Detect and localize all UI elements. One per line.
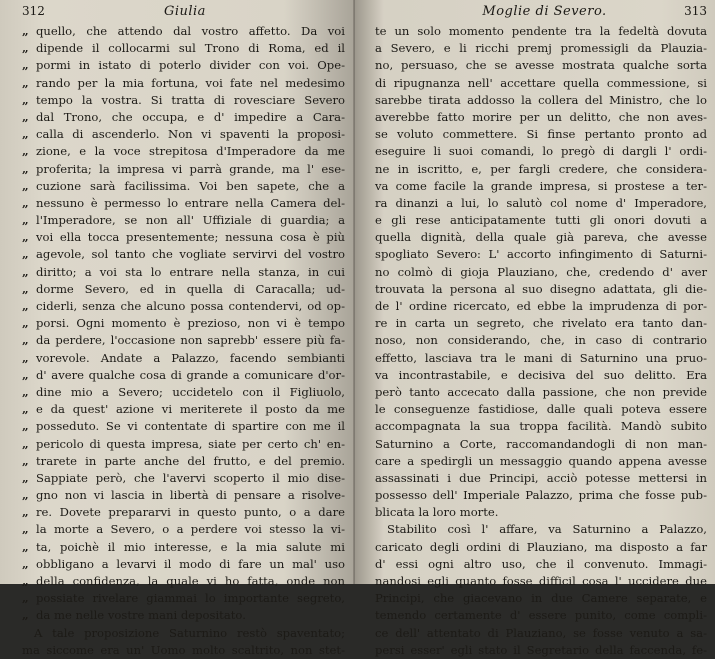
text-line bbox=[375, 246, 707, 263]
text-line bbox=[375, 332, 707, 349]
quote-mark: „ bbox=[22, 58, 28, 73]
line-text: ce dell' attentato di Plauziano, se fosse venuto a sa- bbox=[375, 625, 707, 640]
line-text: rando per la mia fortuna, voi fate nel medesimo bbox=[36, 75, 345, 90]
line-text: quella dignità, della quale già pareva, che avesse bbox=[375, 230, 707, 245]
line-text: della confidenza, la quale vi ho fatta, onde non bbox=[36, 574, 345, 588]
text-line bbox=[22, 453, 345, 470]
quote-mark: „ bbox=[22, 144, 28, 159]
line-text: porsi. Ogni momento è prezioso, non vi è tempo bbox=[36, 316, 345, 331]
line-text: persi esser' egli stato il Segretario della faccenda, fe- bbox=[375, 642, 707, 657]
text-line bbox=[22, 539, 345, 556]
line-text: possiate rivelare giammai lo importante segreto, bbox=[36, 591, 345, 606]
line-text: da perdere, l'occasione non saprebb' essere più fa- bbox=[36, 333, 345, 348]
left-page-header bbox=[22, 4, 345, 22]
line-text: però tanto accecato dalla passione, che non previde bbox=[375, 384, 707, 399]
quote-mark: „ bbox=[22, 402, 28, 417]
line-text: posseduto. Se vi contentate di spartire con me il bbox=[36, 419, 345, 434]
text-line bbox=[375, 315, 707, 332]
line-text: e gli rese anticipatamente tutti gli onori dovuti a bbox=[375, 213, 707, 228]
line-text: nandosi egli quanto fosse difficil cosa l' uccidere due bbox=[375, 574, 707, 588]
text-line bbox=[22, 161, 345, 178]
text-line bbox=[375, 418, 707, 435]
line-text: noso, non considerando, che, in caso di contrario bbox=[375, 333, 707, 348]
line-text: e da quest' azione vi meriterete il posto da me bbox=[36, 402, 345, 417]
text-line bbox=[375, 384, 707, 401]
text-line bbox=[375, 229, 707, 246]
line-text: d' avere qualche cosa di grande a comunicare d'or- bbox=[36, 367, 345, 382]
line-text: nessuno è permesso lo entrare nella Camera del- bbox=[36, 195, 345, 210]
text-line bbox=[375, 178, 707, 195]
text-line bbox=[375, 195, 707, 212]
line-text: agevole, sol tanto che vogliate servirvi del vostro bbox=[36, 247, 345, 262]
text-line bbox=[375, 298, 707, 315]
quote-mark: „ bbox=[22, 109, 28, 124]
text-line bbox=[22, 92, 345, 109]
text-line bbox=[22, 418, 345, 435]
line-text: temendo certamente d' essere punito, come compli- bbox=[375, 608, 707, 623]
line-text: diritto; a voi sta lo entrare nella stanza, in cui bbox=[36, 264, 345, 279]
line-text: trarete in parte anche del frutto, e del premio. bbox=[36, 453, 345, 468]
quote-mark: „ bbox=[22, 488, 28, 503]
line-text: no, persuaso, che se avesse mostrata qualche sorta bbox=[375, 58, 707, 73]
text-line bbox=[375, 453, 707, 470]
text-line bbox=[22, 521, 345, 538]
text-line bbox=[375, 161, 707, 178]
line-text: sarebbe tirata addosso la collera del Ministro, che lo bbox=[375, 92, 707, 107]
text-line bbox=[22, 195, 345, 212]
quote-mark: „ bbox=[22, 591, 28, 606]
text-line bbox=[22, 212, 345, 229]
text-line bbox=[22, 315, 345, 332]
quote-mark: „ bbox=[22, 195, 28, 210]
quote-mark: „ bbox=[22, 556, 28, 571]
quote-mark: „ bbox=[22, 419, 28, 434]
line-text: dipende il collocarmi sul Trono di Roma, ed il bbox=[36, 41, 345, 56]
line-text: re. Dovete prepararvi in questo punto, o a dare bbox=[36, 505, 345, 520]
text-line bbox=[375, 23, 707, 40]
text-line bbox=[375, 487, 707, 504]
right-running-head: Moglie di Severo. bbox=[482, 4, 607, 19]
text-line bbox=[375, 212, 707, 229]
text-line bbox=[22, 573, 345, 590]
line-text: le conseguenze fastidiose, dalle quali poteva essere bbox=[375, 402, 707, 417]
line-text: averebbe fatto morire per un delitto, che non aves- bbox=[375, 109, 707, 124]
line-text: assassinati i due Principi, acciò potesse mettersi in bbox=[375, 470, 707, 485]
text-line bbox=[22, 40, 345, 57]
text-line bbox=[22, 504, 345, 521]
line-text: spogliato Severo: L' accorto infingimento di Saturni- bbox=[375, 247, 707, 262]
line-text: a Severo, e li ricchi premj promessigli da Plauzia- bbox=[375, 41, 707, 56]
quote-mark: „ bbox=[22, 505, 28, 520]
text-line bbox=[375, 573, 707, 590]
text-line bbox=[22, 487, 345, 504]
quote-mark: „ bbox=[22, 453, 28, 468]
text-line bbox=[22, 126, 345, 143]
quote-mark: „ bbox=[22, 333, 28, 348]
quote-mark: „ bbox=[22, 608, 28, 623]
line-text: obbligano a levarvi il modo di fare un mal' uso bbox=[36, 556, 345, 571]
line-text: l'Imperadore, se non all' Uffiziale di guardia; a bbox=[36, 213, 345, 228]
text-line bbox=[375, 126, 707, 143]
right-page-number: 313 bbox=[684, 4, 707, 18]
text-line bbox=[22, 23, 345, 40]
text-line bbox=[22, 625, 345, 642]
text-line bbox=[375, 625, 707, 642]
text-line bbox=[375, 590, 707, 607]
text-line bbox=[22, 109, 345, 126]
line-text: d' essi ogni altro uso, che il convenuto. Immagi- bbox=[375, 556, 707, 571]
quote-mark: „ bbox=[22, 436, 28, 451]
quote-mark: „ bbox=[22, 367, 28, 382]
line-text: eseguire li suoi comandi, lo pregò di dargli l' ordi- bbox=[375, 144, 707, 159]
text-line bbox=[375, 470, 707, 487]
line-text: va incontrastabile, e decisiva del suo delitto. Era bbox=[375, 367, 707, 382]
text-line bbox=[22, 75, 345, 92]
line-text: blicata la loro morte. bbox=[375, 505, 499, 520]
text-line bbox=[22, 367, 345, 384]
text-line bbox=[375, 264, 707, 281]
text-line bbox=[375, 401, 707, 418]
text-line bbox=[22, 143, 345, 160]
line-text: cuzione sarà facilissima. Voi ben sapete, che a bbox=[36, 178, 345, 193]
quote-mark: „ bbox=[22, 384, 28, 399]
right-page bbox=[355, 0, 715, 657]
text-line bbox=[22, 384, 345, 401]
quote-mark: „ bbox=[22, 41, 28, 56]
line-text: di ripugnanza nell' accettare quella commessione, si bbox=[375, 75, 707, 90]
text-line bbox=[375, 57, 707, 74]
text-line bbox=[22, 556, 345, 573]
text-line bbox=[22, 350, 345, 367]
line-text: ma siccome era un' Uomo molto scaltrito, non stet- bbox=[22, 642, 345, 657]
line-text: dine mio a Severo; uccidetelo con il Figliuolo, bbox=[36, 384, 345, 399]
text-line bbox=[375, 504, 707, 521]
line-text: re in carta un segreto, che rivelato era tanto dan- bbox=[375, 316, 707, 331]
text-line bbox=[375, 607, 707, 624]
text-line bbox=[375, 92, 707, 109]
text-line bbox=[22, 57, 345, 74]
text-line bbox=[22, 264, 345, 281]
text-line bbox=[22, 281, 345, 298]
text-line bbox=[375, 556, 707, 573]
text-line bbox=[22, 401, 345, 418]
line-text: quello, che attendo dal vostro affetto. Da voi bbox=[36, 24, 345, 38]
text-line bbox=[375, 143, 707, 160]
text-line bbox=[22, 470, 345, 487]
text-line bbox=[22, 178, 345, 195]
line-text: se voluto commettere. Si finse pertanto pronto ad bbox=[375, 127, 707, 142]
left-running-head: Giulia bbox=[163, 4, 206, 19]
text-line bbox=[22, 642, 345, 659]
line-text: la morte a Severo, o a perdere voi stesso la vi- bbox=[36, 522, 345, 537]
line-text: Sappiate però, che l'avervi scoperto il mio dise- bbox=[36, 470, 345, 485]
quote-mark: „ bbox=[22, 539, 28, 554]
line-text: pericolo di questa impresa, siate per certo ch' en- bbox=[36, 436, 345, 451]
quote-mark: „ bbox=[22, 161, 28, 176]
line-text: calla di ascenderlo. Non vi spaventi la proposi- bbox=[36, 127, 345, 142]
quote-mark: „ bbox=[22, 470, 28, 485]
text-line bbox=[22, 590, 345, 607]
line-text: Principi, che giacevano in due Camere separate, e bbox=[375, 591, 707, 606]
quote-mark: „ bbox=[22, 24, 28, 38]
line-text: voi ella tocca presentemente; nessuna cosa è più bbox=[36, 230, 345, 245]
text-line bbox=[375, 40, 707, 57]
left-page bbox=[0, 0, 355, 657]
line-text: care a spedirgli un messaggio quando appena avesse bbox=[375, 453, 707, 468]
text-line bbox=[375, 109, 707, 126]
text-line bbox=[22, 607, 345, 624]
text-line bbox=[22, 229, 345, 246]
line-text: accompagnata la sua troppa facilità. Mandò subito bbox=[375, 419, 707, 434]
line-text: dorme Severo, ed in quella di Caracalla; ud- bbox=[36, 281, 345, 296]
line-text: possesso dell' Imperiale Palazzo, prima che fosse pub- bbox=[375, 488, 707, 503]
quote-mark: „ bbox=[22, 350, 28, 365]
text-line bbox=[22, 436, 345, 453]
line-text: gno non vi lascia in libertà di pensare a risolve- bbox=[36, 488, 345, 503]
text-line bbox=[375, 539, 707, 556]
right-page-header bbox=[375, 4, 707, 22]
line-text: ra dinanzi a lui, lo salutò col nome d' Imperadore, bbox=[375, 195, 707, 210]
line-text: de l' ordine ricercato, ed ebbe la imprudenza di por- bbox=[375, 299, 707, 313]
text-line bbox=[375, 367, 707, 384]
quote-mark: „ bbox=[22, 75, 28, 90]
text-line bbox=[22, 298, 345, 315]
text-line bbox=[22, 332, 345, 349]
text-line bbox=[375, 436, 707, 453]
line-text: ta, poichè il mio interesse, e la mia salute mi bbox=[36, 539, 345, 554]
line-text: A tale proposizione Saturnino restò spaventato; bbox=[34, 625, 345, 640]
quote-mark: „ bbox=[22, 127, 28, 142]
line-text: da me nelle vostre mani depositato. bbox=[36, 608, 246, 623]
line-text: effetto, lasciava tra le mani di Saturnino una pruo- bbox=[375, 350, 707, 365]
left-page-text bbox=[22, 23, 345, 659]
text-line bbox=[375, 642, 707, 659]
line-text: trouvata la persona al suo disegno adattata, gli die- bbox=[375, 281, 707, 296]
quote-mark: „ bbox=[22, 178, 28, 193]
text-line bbox=[22, 246, 345, 263]
quote-mark: „ bbox=[22, 264, 28, 279]
quote-mark: „ bbox=[22, 299, 28, 313]
line-text: pormi in istato di poterlo divider con voi. Ope- bbox=[36, 58, 345, 73]
left-page-number: 312 bbox=[22, 4, 45, 18]
line-text: zione, e la voce strepitosa d'Imperadore da me bbox=[36, 144, 345, 159]
line-text: dal Trono, che occupa, e d' impedire a Cara- bbox=[36, 109, 345, 124]
text-line bbox=[375, 281, 707, 298]
line-text: Stabilito così l' affare, va Saturnino a Palazzo, bbox=[387, 522, 707, 537]
line-text: ciderli, senza che alcuno possa contendervi, od op- bbox=[36, 299, 345, 313]
quote-mark: „ bbox=[22, 230, 28, 245]
quote-mark: „ bbox=[22, 574, 28, 588]
quote-mark: „ bbox=[22, 281, 28, 296]
quote-mark: „ bbox=[22, 213, 28, 228]
line-text: Saturnino a Corte, raccomandandogli di non man- bbox=[375, 436, 707, 451]
quote-mark: „ bbox=[22, 522, 28, 537]
text-line bbox=[375, 521, 707, 538]
line-text: proferita; la impresa vi parrà grande, ma l' ese- bbox=[36, 161, 345, 176]
quote-mark: „ bbox=[22, 247, 28, 262]
line-text: caricato degli ordini di Plauziano, ma disposto a far bbox=[375, 539, 707, 554]
line-text: te un solo momento pendente tra la fedeltà dovuta bbox=[375, 24, 707, 38]
line-text: va come facile la grande impresa, si prostese a ter- bbox=[375, 178, 707, 193]
line-text: ne in iscritto, e, per fargli credere, che considera- bbox=[375, 161, 707, 176]
text-line bbox=[375, 350, 707, 367]
line-text: tempo la vostra. Si tratta di rovesciare Severo bbox=[36, 92, 345, 107]
line-text: no colmò di gioja Plauziano, che, credendo d' aver bbox=[375, 264, 707, 279]
text-line bbox=[375, 75, 707, 92]
quote-mark: „ bbox=[22, 92, 28, 107]
right-page-text bbox=[375, 23, 707, 659]
line-text: vorevole. Andate a Palazzo, facendo sembianti bbox=[36, 350, 345, 365]
quote-mark: „ bbox=[22, 316, 28, 331]
